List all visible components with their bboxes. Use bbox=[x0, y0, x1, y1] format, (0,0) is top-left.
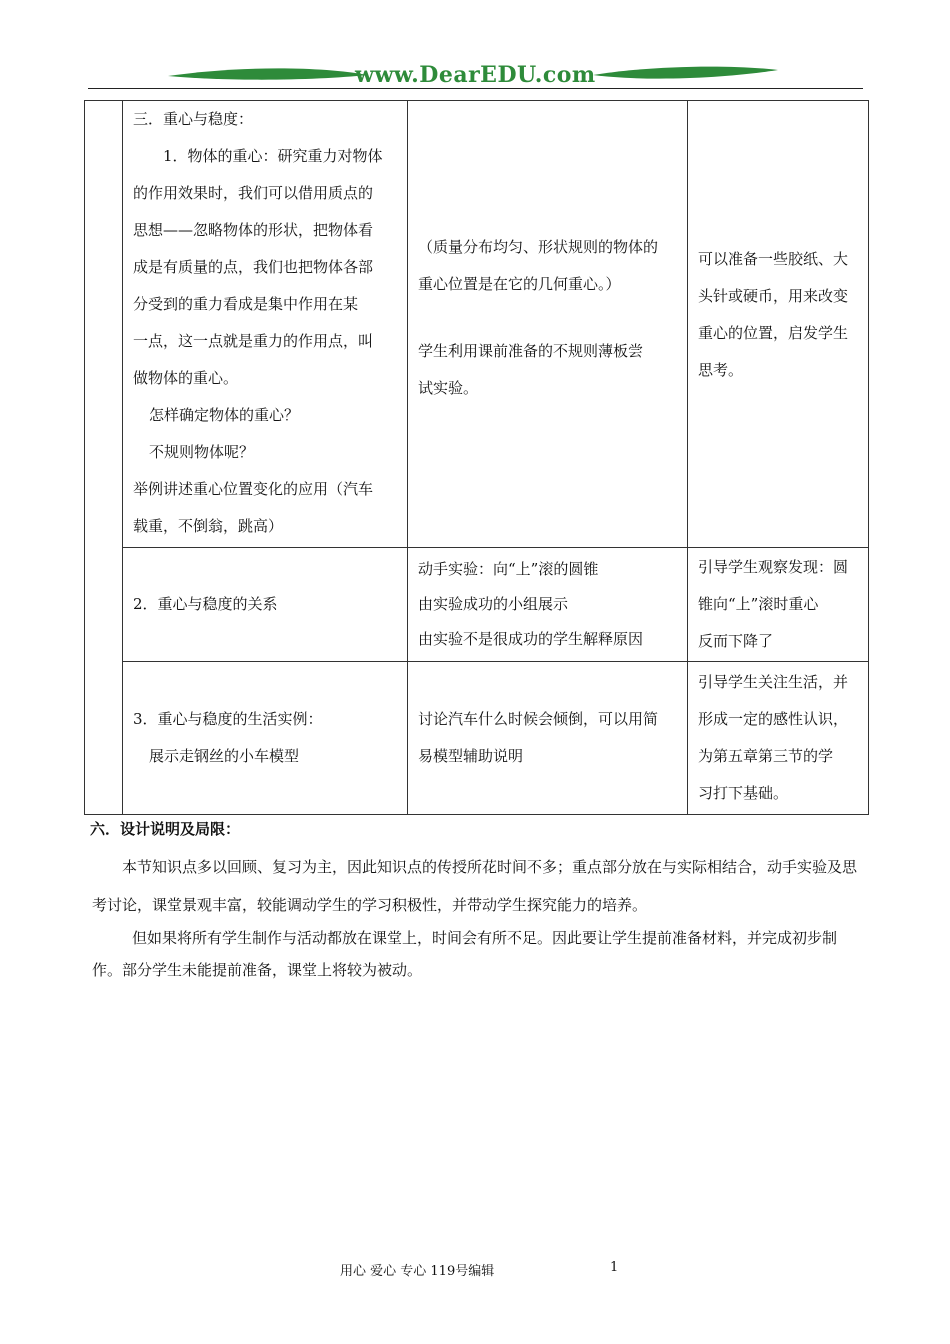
activity-cell bbox=[408, 548, 688, 662]
activity-line bbox=[418, 303, 677, 333]
lesson-table bbox=[84, 100, 869, 815]
design-paragraph-1: 本节知识点多以回顾、复习为主，因此知识点的传授所花时间不多；重点部分放在与实际相结合，动手实验及思考讨论，课堂景观丰富，较能调动学生的学习积极性，并带动学生探究能力的培养。 bbox=[92, 858, 858, 914]
site-logo: www.DearEDU.com bbox=[355, 62, 596, 88]
content-line: 成是有质量的点，我们也把物体各部 bbox=[133, 258, 374, 276]
content-line: 分受到的重力看成是集中作用在某 bbox=[133, 295, 359, 313]
activity-line: 讨论汽车什么时候会倾倒，可以用简 bbox=[418, 710, 659, 728]
content-line: 做物体的重心。 bbox=[133, 369, 239, 387]
header-rule bbox=[88, 88, 863, 89]
content-line: 一点，这一点就是重力的作用点，叫 bbox=[133, 332, 374, 350]
note-line: 头针或硬币，用来改变 bbox=[698, 287, 849, 305]
note-cell bbox=[688, 101, 869, 548]
activity-cell bbox=[408, 101, 688, 548]
note-cell bbox=[688, 662, 869, 815]
note-line: 引导学生观察发现：圆 bbox=[698, 558, 849, 576]
content-line: 思想——忽略物体的形状，把物体看 bbox=[133, 221, 374, 239]
activity-line: 由实验不是很成功的学生解释原因 bbox=[418, 630, 644, 648]
table-row bbox=[85, 548, 869, 662]
table-row bbox=[85, 662, 869, 815]
table-row bbox=[85, 101, 869, 548]
note-line: 形成一定的感性认识， bbox=[698, 710, 849, 728]
note-line: 为第五章第三节的学 bbox=[698, 747, 834, 765]
content-line: 载重，不倒翁，跳高） bbox=[133, 517, 284, 535]
footer-text: 用心 爱心 专心 119号编辑 bbox=[340, 1264, 495, 1279]
note-line: 可以准备一些胶纸、大 bbox=[698, 250, 849, 268]
note-line: 习打下基础。 bbox=[698, 784, 789, 802]
content-cell bbox=[123, 101, 408, 548]
content-line: 2．重心与稳度的关系 bbox=[133, 595, 278, 613]
content-line: 的作用效果时，我们可以借用质点的 bbox=[133, 184, 374, 202]
note-line: 思考。 bbox=[698, 361, 744, 379]
design-paragraph-2: 但如果将所有学生制作与活动都放在课堂上，时间会有所不足。因此要让学生提前准备材料，并完成初步制作。部分学生未能提前准备，课堂上将较为被动。 bbox=[92, 929, 838, 979]
activity-line: 学生利用课前准备的不规则薄板尝 bbox=[418, 342, 644, 360]
activity-line: （质量分布均匀、形状规则的物体的 bbox=[418, 238, 659, 256]
content-line: 展示走钢丝的小车模型 bbox=[149, 747, 300, 765]
activity-line: 重心位置是在它的几何重心。） bbox=[418, 275, 621, 293]
content-line: 三．重心与稳度： bbox=[133, 110, 254, 128]
section-heading: 六．设计说明及局限： bbox=[90, 820, 241, 838]
activity-line: 易模型辅助说明 bbox=[418, 747, 524, 765]
activity-line: 动手实验：向“上”滚的圆锥 bbox=[418, 560, 599, 578]
note-line: 锥向“上”滚时重心 bbox=[698, 595, 819, 613]
note-line: 反而下降了 bbox=[698, 632, 774, 650]
content-line: 举例讲述重心位置变化的应用（汽车 bbox=[133, 480, 374, 498]
activity-cell bbox=[408, 662, 688, 815]
content-line: 怎样确定物体的重心？ bbox=[149, 406, 300, 424]
note-line: 引导学生关注生活，并 bbox=[698, 673, 849, 691]
content-line: 不规则物体呢？ bbox=[149, 443, 255, 461]
content-line: 3．重心与稳度的生活实例： bbox=[133, 710, 323, 728]
content-cell bbox=[123, 548, 408, 662]
content-cell bbox=[123, 662, 408, 815]
activity-line: 由实验成功的小组展示 bbox=[418, 595, 569, 613]
content-line: 1．物体的重心：研究重力对物体 bbox=[163, 147, 383, 165]
row-margin-cell bbox=[85, 101, 123, 815]
note-line: 重心的位置，启发学生 bbox=[698, 324, 849, 342]
page-number: 1 bbox=[610, 1260, 619, 1275]
note-cell bbox=[688, 548, 869, 662]
activity-line: 试实验。 bbox=[418, 379, 479, 397]
